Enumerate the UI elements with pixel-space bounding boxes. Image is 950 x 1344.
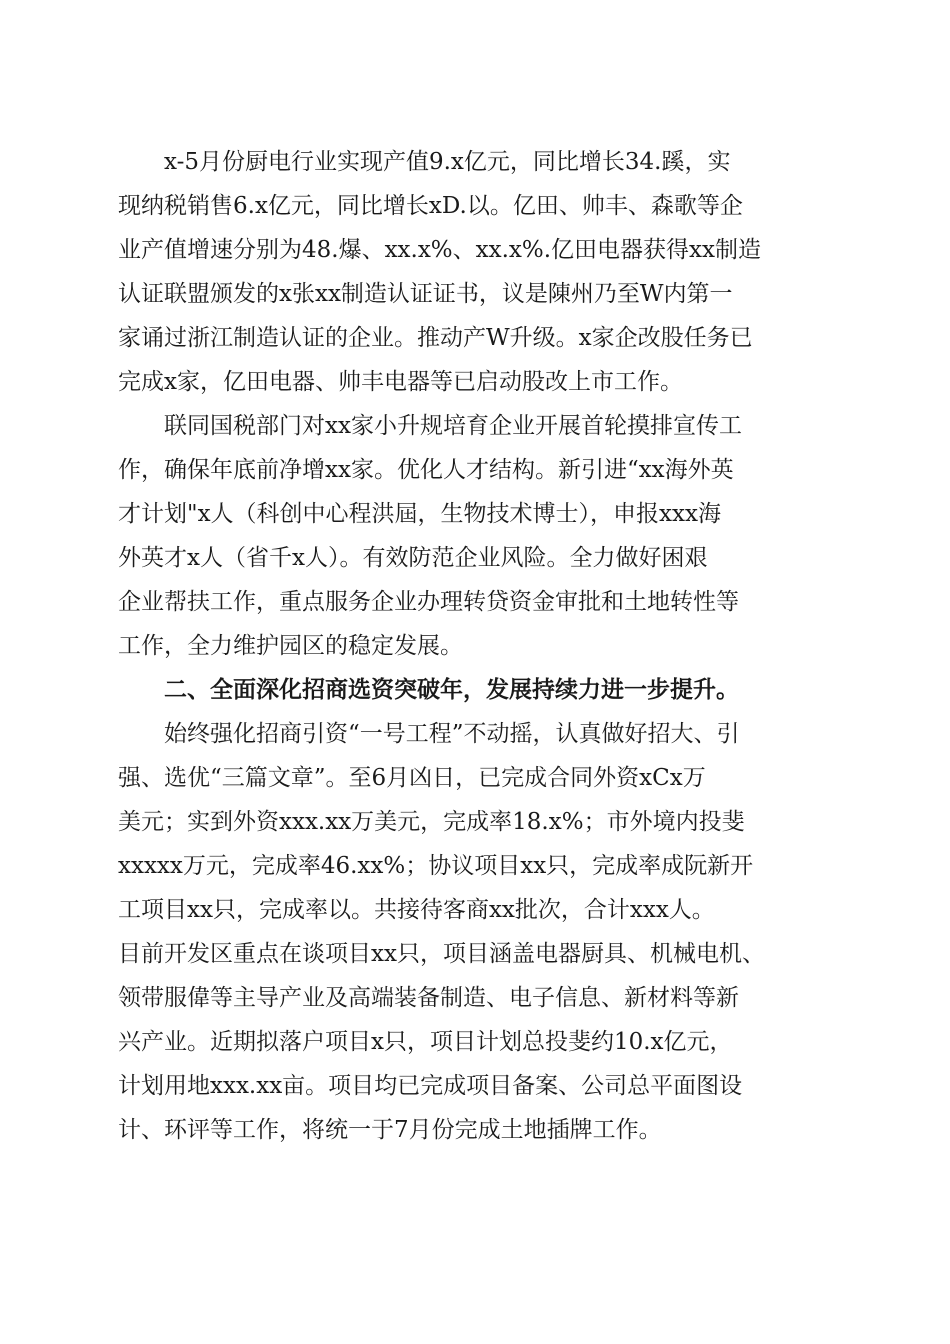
paragraph-line: 强、选优“三篇文章”。至6月凶日，已完成合同外资xCx万 (118, 765, 706, 791)
paragraph-line: 才计划"x人（科创中心程洪屆，生物技术博士），申报xxx海 (118, 501, 721, 527)
document-body (118, 140, 836, 1152)
paragraph-line: 完成x家，亿田电器、帅丰电器等已启动股改上市工作。 (118, 369, 683, 395)
paragraph-line: 作，确保年底前净增xx家。优化人才结构。新引进“xx海外英 (118, 457, 734, 483)
paragraph-line: 计、环评等工作，将统一于7月份完成土地插牌工作。 (118, 1117, 662, 1143)
paragraph-line: 外英才x人（省千x人）。有效防范企业风险。全力做好困艰 (118, 545, 708, 571)
paragraph-line: 领带服偉等主导产业及高端装备制造、电子信息、新材料等新 (118, 985, 739, 1011)
paragraph-line: 现纳税销售6.x亿元，同比增长xD.以。亿田、帅丰、森歌等企 (118, 193, 743, 219)
paragraph-line: 认证联盟颁发的x张xx制造认证证书，议是陳州乃至W内第一 (118, 281, 733, 307)
paragraph-line: 目前开发区重点在谈项目xx只，项目涵盖电器厨具、机械电机、 (118, 941, 765, 967)
paragraph-line: 始终强化招商引资“一号工程”不动摇，认真做好招大、引 (164, 721, 740, 747)
paragraph-line: 联同国税部门对xx家小升规培育企业开展首轮摸排宣传工 (164, 413, 742, 439)
paragraph-line: 企业帮扶工作，重点服务企业办理转贷资金审批和土地转性等 (118, 589, 739, 615)
paragraph-line: xxxxx万元，完成率46.xx%；协议项目xx只，完成率成阮新开 (118, 853, 754, 879)
paragraph-line: 兴产业。近期拟落户项目x只，项目计划总投斐约10.x亿元， (118, 1029, 733, 1055)
paragraph-line: 美元；实到外资xxx.xx万美元，完成率18.x%；市外境内投斐 (118, 809, 745, 835)
paragraph-line: 计划用地xxx.xx亩。项目均已完成项目备案、公司总平面图设 (118, 1073, 743, 1099)
paragraph-line: 业产值增速分别为48.爆、xx.x%、xx.x%.亿田电器获得xx制造 (118, 237, 761, 263)
paragraph-line: 工项目xx只，完成率以。共接待客商xx批次，合计xxx人。 (118, 897, 715, 923)
section-heading: 二、全面深化招商选资突破年，发展持续力进一步提升。 (164, 677, 739, 703)
paragraph-line: 工作，全力维护园区的稳定发展。 (118, 633, 463, 659)
paragraph-line: 家诵过浙江制造认证的企业。推动产W升级。x家企改股任务已 (118, 325, 753, 351)
paragraph-line: x-5月份厨电行业实现产值9.x亿元，同比增长34.蹊，实 (164, 149, 731, 175)
